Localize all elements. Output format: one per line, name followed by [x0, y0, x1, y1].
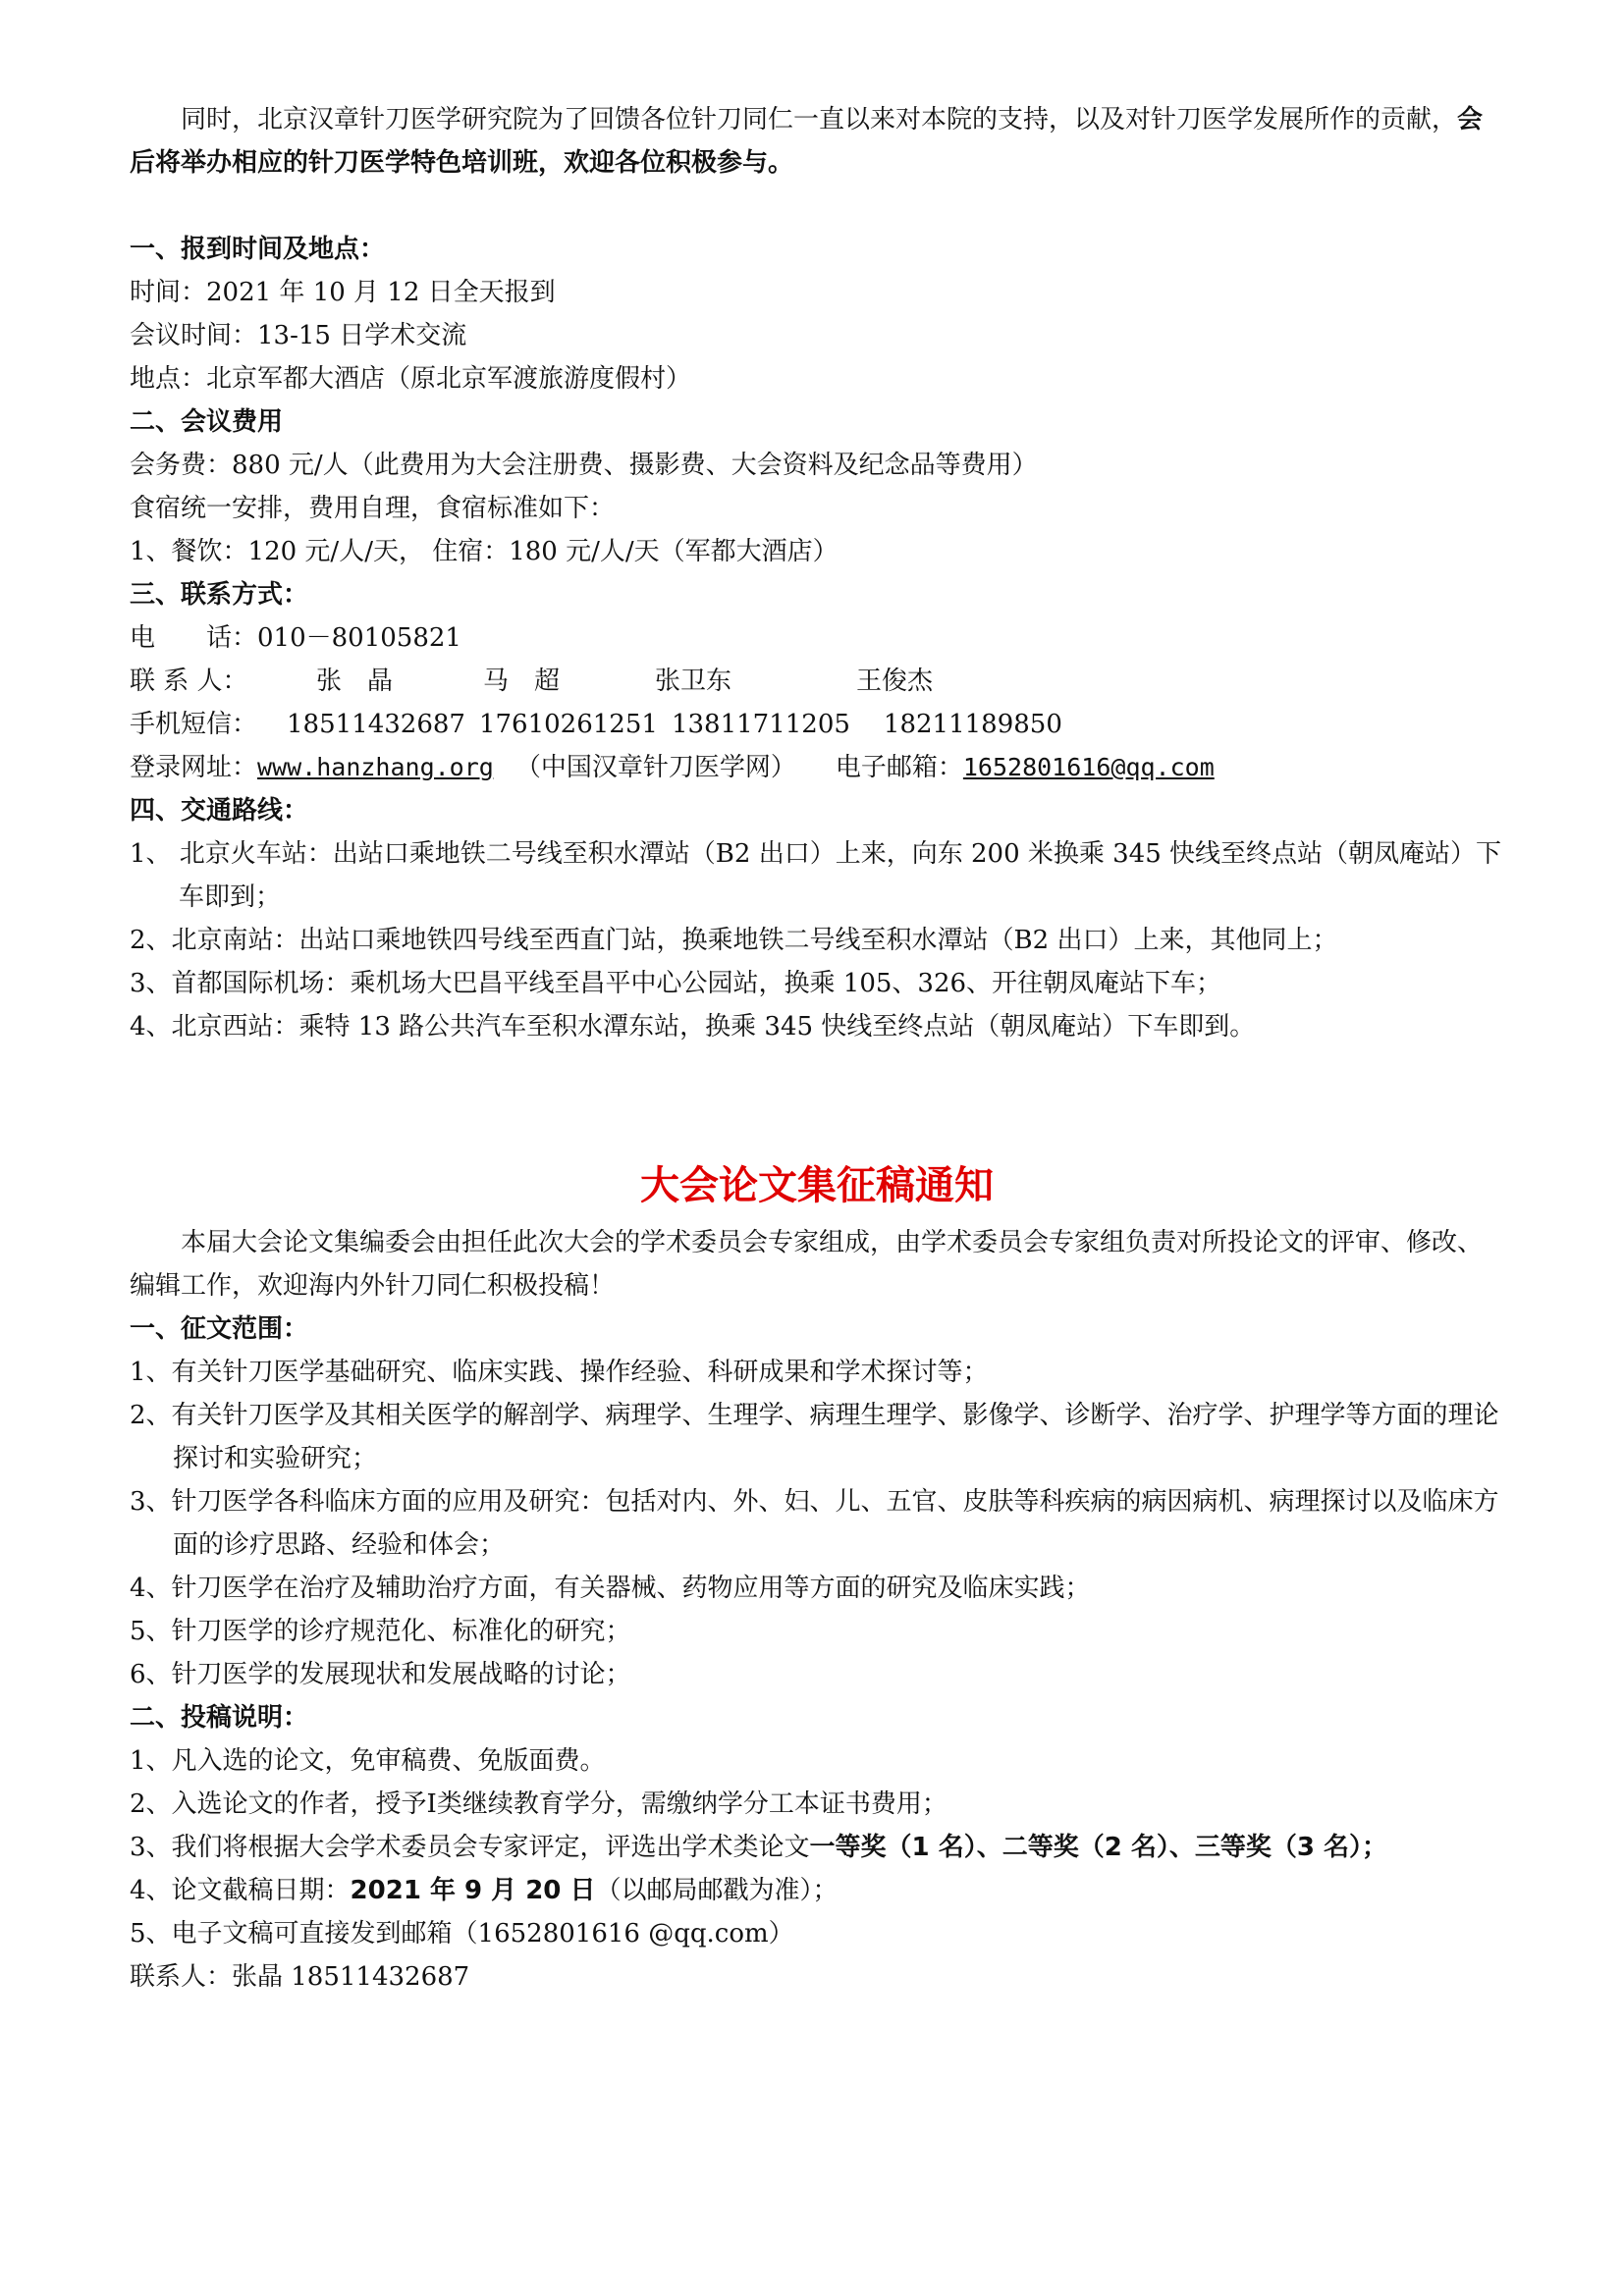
deadline-date: 2021 年 9 月 20 日 — [350, 1876, 596, 1905]
contact-mobiles-row — [130, 703, 1504, 746]
transport-item: 1、 北京火车站：出站口乘地铁二号线至积水潭站（B2 出口）上来，向东 200 米换乘 345 快线至终点站（朝凤庵站）下车即到； — [130, 839, 1502, 912]
contact-name: 马 超 — [483, 667, 561, 696]
registration-time: 时间：2021 年 10 月 12 日全天报到 — [130, 278, 556, 307]
section-heading-registration: 一、报到时间及地点： — [130, 235, 386, 264]
awards-highlight: 一等奖（1 名）、二等奖（2 名）、三等奖（3 名）； — [809, 1833, 1387, 1862]
email-link[interactable]: 1652801616@qq.com — [962, 753, 1215, 781]
contact-people-row — [130, 660, 1504, 703]
fee-line: 食宿统一安排，费用自理，食宿标准如下： — [130, 494, 616, 523]
awards-text: 3、我们将根据大会学术委员会专家评定，评选出学术类论文 — [130, 1833, 810, 1862]
scope-item: 6、针刀医学的发展现状和发展战略的讨论； — [130, 1660, 631, 1689]
scope-item: 3、针刀医学各科临床方面的应用及研究：包括对内、外、妇、儿、五官、皮肤等科疾病的病因病机、病理探讨以及临床方面的诊疗思路、经验和体会； — [130, 1487, 1499, 1560]
web-label: 登录网址： — [130, 753, 258, 782]
contacts-label: 联 系 人： — [130, 667, 248, 696]
section-heading-transport: 四、交通路线： — [130, 796, 309, 826]
section-heading-scope: 一、征文范围： — [130, 1314, 309, 1344]
deadline-note: （以邮局邮戳为准）； — [595, 1876, 839, 1905]
fee-line: 1、餐饮：120 元/人/天， 住宿：180 元/人/天（军都大酒店） — [130, 537, 839, 566]
section-heading-submission: 二、投稿说明： — [130, 1703, 309, 1733]
mobile-number: 13811711205 — [671, 710, 850, 739]
contact-phone: 电 话：010－80105821 — [130, 623, 461, 653]
scope-item: 5、针刀医学的诊疗规范化、标准化的研究； — [130, 1617, 631, 1646]
call-for-papers-title: 大会论文集征稿通知 — [640, 1163, 994, 1208]
mobile-number: 18511432687 — [287, 710, 465, 739]
transport-item: 4、北京西站：乘特 13 路公共汽车至积水潭东站，换乘 345 快线至终点站（朝凤庵站）下车即到。 — [130, 1012, 1256, 1041]
papers-contact: 联系人：张晶 18511432687 — [130, 1962, 470, 1992]
mobile-number: 18211189850 — [883, 710, 1062, 739]
meeting-time: 会议时间：13-15 日学术交流 — [130, 321, 467, 350]
transport-item: 2、北京南站：出站口乘地铁四号线至西直门站，换乘地铁二号线至积水潭站（B2 出口）上来，其他同上； — [130, 926, 1338, 955]
submission-deadline — [130, 1869, 1504, 1912]
call-for-papers-intro: 本届大会论文集编委会由担任此次大会的学术委员会专家组成，由学术委员会专家组负责对所投论文的评审、修改、编辑工作，欢迎海内外针刀同仁积极投稿！ — [130, 1228, 1484, 1301]
contact-web-row — [130, 746, 1504, 789]
fee-line: 会务费：880 元/人（此费用为大会注册费、摄影费、大会资料及纪念品等费用） — [130, 451, 1038, 480]
scope-item: 4、针刀医学在治疗及辅助治疗方面，有关器械、药物应用等方面的研究及临床实践； — [130, 1574, 1091, 1603]
submission-item: 1、凡入选的论文，免审稿费、免版面费。 — [130, 1746, 606, 1776]
section-heading-fees: 二、会议费用 — [130, 407, 284, 437]
submission-item: 2、入选论文的作者，授予Ⅰ类继续教育学分，需缴纳学分工本证书费用； — [130, 1789, 947, 1819]
deadline-label: 4、论文截稿日期： — [130, 1876, 351, 1905]
contact-name: 张卫东 — [655, 667, 732, 696]
submission-item-awards — [130, 1826, 1504, 1869]
website-name: （中国汉章针刀医学网） — [514, 753, 796, 782]
website-link[interactable]: www.hanzhang.org — [257, 753, 494, 781]
scope-item: 2、有关针刀医学及其相关医学的解剖学、病理学、生理学、病理生理学、影像学、诊断学、治疗学、护理学等方面的理论探讨和实验研究； — [130, 1401, 1499, 1473]
meeting-location: 地点：北京军都大酒店（原北京军渡旅游度假村） — [130, 364, 692, 394]
mobiles-label: 手机短信： — [130, 710, 258, 739]
mobile-number: 17610261251 — [478, 710, 658, 739]
contact-name: 王俊杰 — [856, 667, 934, 696]
document-page — [130, 98, 1504, 1999]
submission-item: 5、电子文稿可直接发到邮箱（1652801616 @qq.com） — [130, 1919, 794, 1949]
section-heading-contact: 三、联系方式： — [130, 580, 309, 610]
intro-highlight: 会后将举办相应的针刀医学特色培训班，欢迎各位积极参与。 — [130, 105, 1484, 178]
transport-item: 3、首都国际机场：乘机场大巴昌平线至昌平中心公园站，换乘 105、326、开往朝凤庵站下车； — [130, 969, 1222, 998]
scope-item: 1、有关针刀医学基础研究、临床实践、操作经验、科研成果和学术探讨等； — [130, 1358, 989, 1387]
intro-text: 同时，北京汉章针刀医学研究院为了回馈各位针刀同仁一直以来对本院的支持，以及对针刀医学发展所作的贡献， — [181, 105, 1458, 134]
intro-paragraph — [130, 98, 1504, 185]
email-label: 电子邮箱： — [835, 753, 963, 782]
contact-name: 张 晶 — [316, 667, 394, 696]
